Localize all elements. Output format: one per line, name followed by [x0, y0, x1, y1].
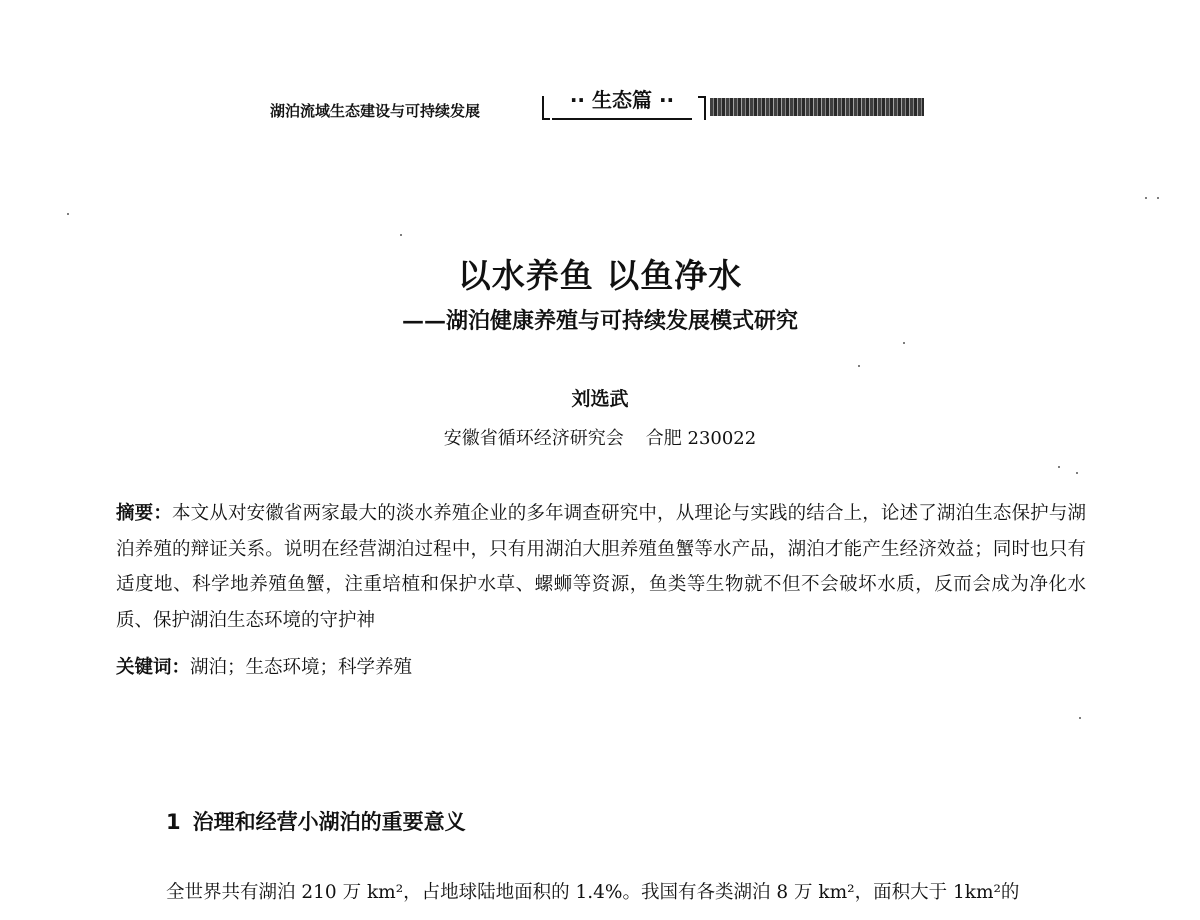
article-title: 以水养鱼 以鱼净水	[457, 256, 743, 295]
scan-speck	[67, 213, 69, 215]
header-section-label: ·· 生态篇 ··	[552, 86, 692, 120]
running-header	[270, 86, 930, 126]
affiliation-org: 安徽省循环经济研究会	[443, 428, 624, 449]
abstract-text: 本文从对安徽省两家最大的淡水养殖企业的多年调查研究中，从理论与实践的结合上，论述了湖泊生态保护与湖泊养殖的辩证关系。说明在经营湖泊过程中，只有用湖泊大胆养殖鱼蟹等水产品，湖泊才能产生经济效益；同时也只有适度地、科学地养殖鱼蟹，注重培植和保护水草、螺蛳等资源，鱼类等生物就不但不会破坏水质，反而会成为净化水质、保护湖泊生态环境的守护神	[116, 503, 1086, 631]
scan-speck	[858, 365, 860, 367]
keywords-text: 湖泊；生态环境；科学养殖	[190, 657, 413, 678]
abstract-label: 摘要：	[116, 503, 172, 524]
article-subtitle: ——湖泊健康养殖与可持续发展模式研究	[401, 308, 798, 334]
header-right-bracket	[698, 96, 706, 120]
header-right-smudged-text	[710, 98, 924, 116]
author-name: 刘选武	[571, 388, 629, 410]
header-left-bracket	[542, 96, 550, 120]
keywords	[116, 650, 1086, 685]
section-heading	[166, 806, 466, 836]
section-title: 治理和经营小湖泊的重要意义	[192, 810, 466, 834]
scan-speck	[400, 234, 402, 236]
scan-speck	[1145, 197, 1147, 199]
body-paragraph: 全世界共有湖泊 210 万 km²，占地球陆地面积的 1.4%。我国有各类湖泊 8 万 km²，面积大于 1km²的	[166, 882, 1020, 903]
keywords-label: 关键词：	[116, 657, 191, 678]
scan-speck	[1076, 472, 1078, 474]
scan-speck	[903, 342, 905, 344]
scan-speck	[1079, 717, 1081, 719]
abstract	[116, 496, 1086, 638]
section-number: 1	[166, 810, 181, 834]
scan-speck	[1157, 197, 1159, 199]
header-left-text: 湖泊流域生态建设与可持续发展	[270, 102, 481, 120]
scan-speck	[1058, 466, 1060, 468]
affiliation-city-zip: 合肥 230022	[645, 428, 757, 449]
author-affiliation	[0, 424, 1200, 450]
